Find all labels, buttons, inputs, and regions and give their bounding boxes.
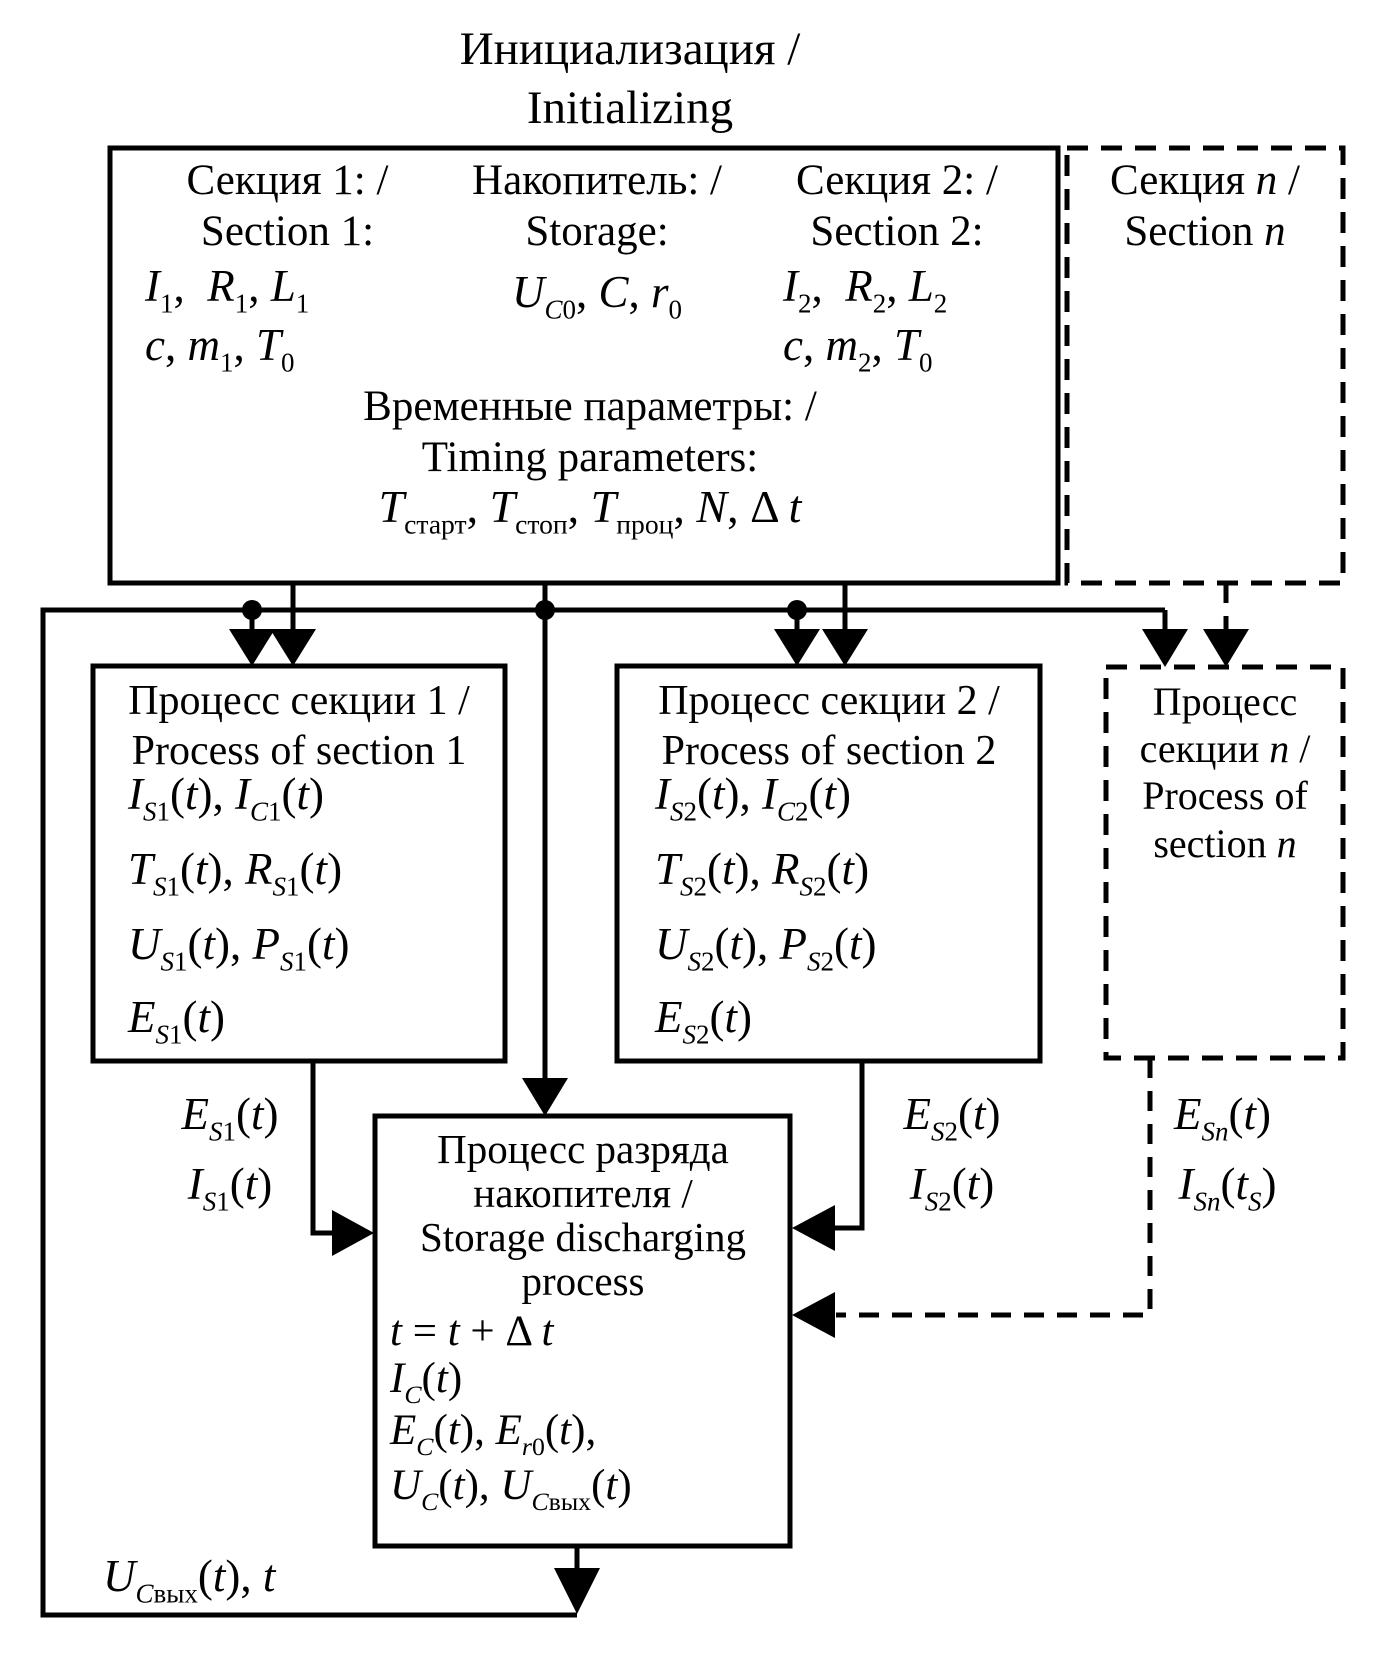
- discharge-line1: t = t + Δ t: [390, 1308, 554, 1355]
- process-n-title: [1112, 678, 1338, 867]
- label-e-s2: $E_{S2}(t)$: [903, 1089, 1001, 1147]
- arrow-down-init-into-process1: [270, 629, 316, 666]
- process-n-title-l3: Process of: [1142, 773, 1308, 819]
- section-n-header: [1072, 156, 1338, 257]
- process1-title: [96, 676, 502, 777]
- junction-dot-2: [787, 600, 807, 620]
- storage-header-ru: Накопитель: /: [472, 157, 722, 204]
- process2-title: [625, 676, 1033, 777]
- discharge-title: [380, 1128, 786, 1303]
- storage-header-en: Storage:: [525, 207, 669, 255]
- storage-header: [437, 156, 757, 257]
- discharge-title-l4: process: [521, 1257, 645, 1304]
- section2-header: [742, 156, 1052, 257]
- timing-header: [240, 382, 940, 483]
- label-e-sn: $E_{Sn}(t)$: [1173, 1089, 1271, 1147]
- process2-line1: $I_{S2}(t)$, $I_{C2}(t)$: [655, 769, 852, 827]
- arrow-left-process-n-into-discharge: [792, 1292, 835, 1338]
- process1-line1: $I_{S1}(t)$, $I_{C1}(t)$: [128, 769, 325, 827]
- process1-line3: $U_{S1}(t)$, $P_{S1}(t)$: [128, 919, 350, 977]
- arrow-down-feedback-into-process1: [229, 629, 275, 666]
- arrow-right-process1-into-discharge: [332, 1210, 374, 1256]
- diagram-title: [330, 20, 930, 138]
- discharge-line2: $I_C(t)$: [390, 1355, 463, 1409]
- section-n-header-ru: Секция n /: [1110, 157, 1300, 204]
- diagram-title-line2: Initializing: [526, 81, 734, 134]
- storage-params-line: $U_{C0}$, C, $r_0$: [511, 267, 683, 325]
- process-n-title-l1: Процесс: [1152, 679, 1298, 724]
- section2-header-ru: Секция 2: /: [796, 157, 998, 204]
- process2-line3: $U_{S2}(t)$, $P_{S2}(t)$: [655, 919, 877, 977]
- process2-line2: $T_{S2}(t)$, $R_{S2}(t)$: [655, 844, 870, 902]
- process-n-title-l2: секции n /: [1139, 726, 1311, 772]
- arrow-down-feedback-into-process2: [774, 629, 820, 666]
- section1-header-ru: Секция 1: /: [186, 157, 389, 204]
- arrow-down-init-into-process2: [822, 629, 868, 666]
- label-feedback-output: $U_{Cвых}(t)$, t: [103, 1551, 276, 1609]
- process1-line2: $T_{S1}(t)$, $R_{S1}(t)$: [128, 844, 343, 902]
- timing-header-en: Timing parameters:: [421, 433, 759, 481]
- section2-params-line2: c, $m_2$, $T_0$: [783, 320, 933, 378]
- discharge-line3: $E_C(t)$, $E_{r0}(t)$,: [390, 1407, 597, 1461]
- arrow-down-feedback-into-process-n: [1142, 629, 1188, 667]
- arrow-down-discharge-output: [554, 1568, 600, 1614]
- arrow-down-into-discharge: [522, 1078, 568, 1116]
- section-n-header-en: Section n: [1124, 207, 1286, 255]
- process1-to-discharge-line: [313, 1061, 336, 1233]
- junction-dot-1: [242, 600, 262, 620]
- discharge-title-l1: Процесс разряда: [437, 1126, 729, 1172]
- section2-header-en: Section 2:: [810, 207, 984, 255]
- process-n-title-l4: section n: [1153, 820, 1297, 866]
- discharge-line4: $U_C(t)$, $U_{Cвых}(t)$: [390, 1462, 632, 1516]
- process2-line4: $E_{S2}(t)$: [655, 992, 753, 1050]
- diagram-title-line1: Инициализация /: [459, 23, 801, 75]
- timing-params-line: $T_{старт}$, $T_{стоп}$, $T_{проц}$, N, Δ t: [378, 481, 802, 540]
- process2-title-en: Process of section 2: [661, 728, 997, 775]
- label-e-s1: $E_{S1}(t)$: [181, 1089, 279, 1147]
- arrow-left-process2-into-discharge: [792, 1205, 835, 1251]
- arrow-down-init-into-process-n: [1203, 629, 1249, 667]
- section1-params-line1: $I_1$, $R_1$, $L_1$: [145, 261, 310, 319]
- section1-header: [120, 156, 455, 257]
- label-i-s1: $I_{S1}(t)$: [187, 1159, 273, 1217]
- junction-dot-center: [535, 600, 555, 620]
- process1-line4: $E_{S1}(t)$: [128, 992, 226, 1050]
- section2-params-line1: $I_2$, $R_2$, $L_2$: [783, 261, 948, 319]
- process1-title-ru: Процесс секции 1 /: [128, 678, 470, 724]
- discharge-title-l3: Storage discharging: [419, 1213, 747, 1260]
- discharge-title-l2: накопителя /: [473, 1169, 693, 1216]
- process2-to-discharge-line: [834, 1061, 862, 1228]
- label-i-sn: $I_{Sn}(t_S)$: [1178, 1159, 1277, 1217]
- process2-title-ru: Процесс секции 2 /: [658, 678, 1000, 724]
- timing-header-ru: Временные параметры: /: [363, 383, 817, 430]
- section1-params-line2: c, $m_1$, $T_0$: [145, 320, 295, 378]
- process1-title-en: Process of section 1: [131, 728, 467, 775]
- label-i-s2: $I_{S2}(t)$: [909, 1159, 995, 1217]
- section1-header-en: Section 1:: [200, 207, 375, 255]
